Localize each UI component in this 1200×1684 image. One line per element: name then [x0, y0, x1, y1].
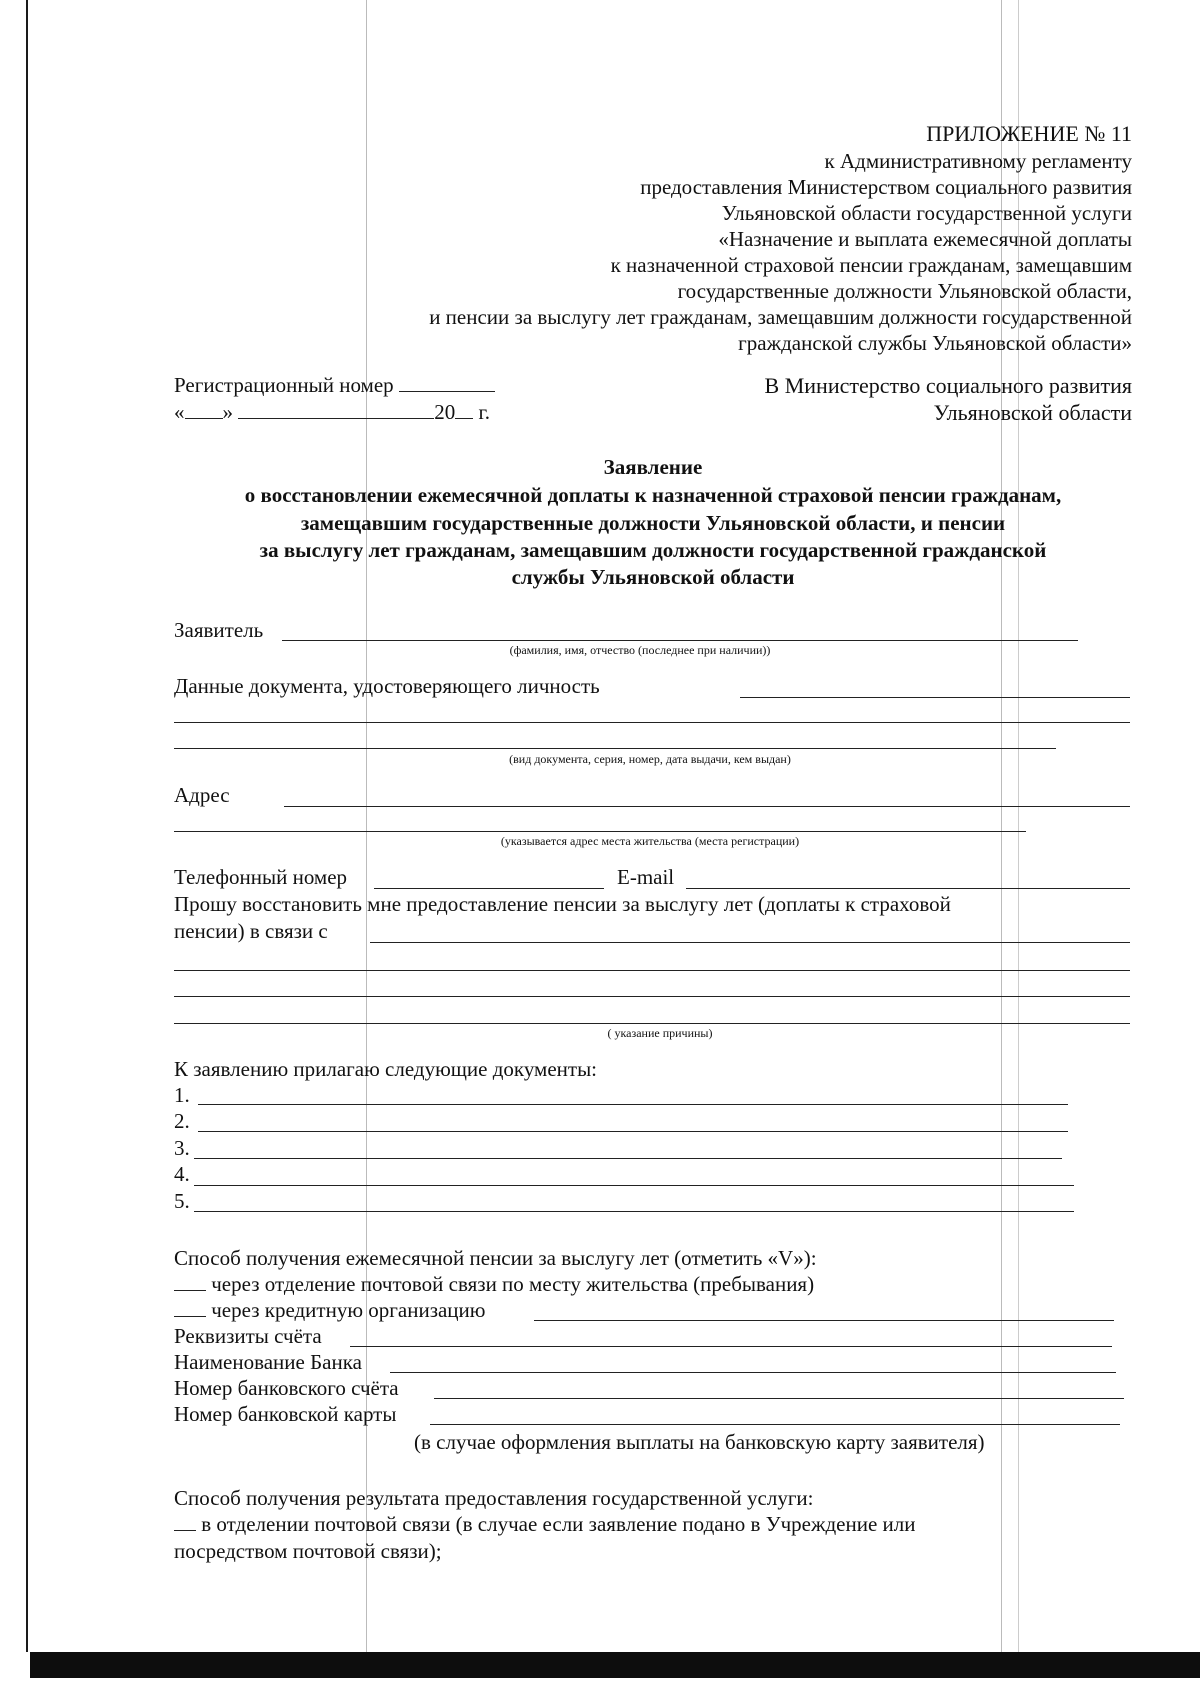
id-document-field-1[interactable]: [740, 697, 1130, 698]
registration-date: [174, 399, 490, 425]
attachment-item-5: 5.: [174, 1189, 190, 1213]
request-reason-field-3[interactable]: [174, 996, 1130, 997]
payment-option-post-label: через отделение почтовой связи по месту жительства (пребывания): [211, 1272, 815, 1296]
attachment-item-1: 1.: [174, 1083, 190, 1107]
request-reason-field-1[interactable]: [370, 942, 1130, 943]
scan-border-left: [26, 0, 28, 1652]
attachment-item-2: 2.: [174, 1109, 190, 1133]
applicant-field[interactable]: [282, 640, 1078, 641]
appendix-line-6: государственные должности Ульяновской области,: [677, 279, 1132, 303]
date-year-suffix: г.: [478, 400, 490, 424]
request-reason-caption: ( указание причины): [607, 1026, 713, 1040]
account-number-label: Номер банковского счёта: [174, 1376, 399, 1400]
document-subtitle-3: за выслугу лет гражданам, замещавшим должности государственной гражданской: [259, 538, 1047, 562]
account-number-field[interactable]: [434, 1398, 1124, 1399]
attachment-field-5[interactable]: [194, 1211, 1074, 1212]
document-subtitle-2: замещавшим государственные должности Ульяновской области, и пенсии: [300, 511, 1006, 535]
date-month-blank[interactable]: [238, 400, 434, 419]
appendix-line-3: Ульяновской области государственной услуги: [721, 201, 1132, 225]
result-method-label: Способ получения результата предоставления государственной услуги:: [174, 1486, 814, 1510]
card-note: (в случае оформления выплаты на банковскую карту заявителя): [414, 1430, 985, 1454]
id-document-field-3[interactable]: [174, 748, 1056, 749]
bank-organization-field[interactable]: [534, 1320, 1114, 1321]
attachment-field-1[interactable]: [198, 1104, 1068, 1105]
registration-number-blank[interactable]: [399, 373, 495, 392]
address-label: Адрес: [174, 783, 230, 807]
id-document-field-2[interactable]: [174, 722, 1130, 723]
account-details-field[interactable]: [350, 1346, 1112, 1347]
date-quote-open: «: [174, 400, 185, 424]
phone-field[interactable]: [374, 888, 604, 889]
attachment-field-2[interactable]: [198, 1131, 1068, 1132]
request-line-2: пенсии) в связи с: [174, 919, 328, 943]
appendix-line-7: и пенсии за выслугу лет гражданам, замещавшим должности государственной: [429, 305, 1132, 329]
appendix-line-1: к Административному регламенту: [824, 149, 1132, 173]
card-number-label: Номер банковской карты: [174, 1402, 397, 1426]
date-quote-close: »: [222, 400, 233, 424]
email-field[interactable]: [686, 888, 1130, 889]
applicant-caption: (фамилия, имя, отчество (последнее при наличии)): [509, 643, 771, 657]
email-label: E-mail: [617, 865, 675, 889]
addressee-line-1: В Министерство социального развития: [764, 373, 1132, 398]
card-number-field[interactable]: [430, 1424, 1120, 1425]
scan-border-bottom: [30, 1652, 1200, 1678]
attachment-field-3[interactable]: [194, 1158, 1062, 1159]
applicant-label: Заявитель: [174, 618, 264, 642]
addressee-line-2: Ульяновской области: [933, 400, 1132, 425]
payment-option-bank-checkbox[interactable]: [174, 1298, 206, 1317]
appendix-line-5: к назначенной страховой пенсии гражданам, замещавшим: [610, 253, 1132, 277]
registration-number: [174, 372, 495, 398]
address-field-2[interactable]: [174, 831, 1026, 832]
address-caption: (указывается адрес места жительства (места регистрации): [500, 834, 800, 848]
bank-name-label: Наименование Банка: [174, 1350, 362, 1374]
document-subtitle-4: службы Ульяновской области: [511, 565, 795, 589]
request-reason-field-2[interactable]: [174, 970, 1130, 971]
appendix-line-2: предоставления Министерством социального развития: [640, 175, 1132, 199]
address-field-1[interactable]: [284, 806, 1130, 807]
result-option-post-label: в отделении почтовой связи (в случае если заявление подано в Учреждение или: [201, 1512, 916, 1536]
payment-option-post: [174, 1271, 814, 1297]
attachments-label: К заявлению прилагаю следующие документы:: [174, 1057, 598, 1081]
id-document-label: Данные документа, удостоверяющего личность: [174, 674, 600, 698]
bank-name-field[interactable]: [390, 1372, 1116, 1373]
payment-option-bank: [174, 1297, 485, 1323]
result-option-post-checkbox[interactable]: [174, 1512, 196, 1531]
date-year-blank[interactable]: [455, 400, 473, 419]
attachment-item-3: 3.: [174, 1136, 190, 1160]
document-title: Заявление: [603, 455, 703, 479]
result-option-post: [174, 1511, 916, 1537]
result-option-post-line-2: посредством почтовой связи);: [174, 1539, 442, 1563]
attachment-field-4[interactable]: [194, 1185, 1074, 1186]
phone-label: Телефонный номер: [174, 865, 348, 889]
appendix-line-4: «Назначение и выплата ежемесячной доплаты: [718, 227, 1132, 251]
payment-option-bank-label: через кредитную организацию: [211, 1298, 486, 1322]
date-day-blank[interactable]: [185, 400, 223, 419]
payment-method-label: Способ получения ежемесячной пенсии за выслугу лет (отметить «V»):: [174, 1246, 817, 1270]
date-year-prefix: 20: [434, 400, 456, 424]
registration-number-label: Регистрационный номер: [174, 373, 394, 397]
request-reason-field-4[interactable]: [174, 1023, 1130, 1024]
attachment-item-4: 4.: [174, 1162, 190, 1186]
id-document-caption: (вид документа, серия, номер, дата выдачи, кем выдан): [509, 752, 791, 766]
appendix-line-8: гражданской службы Ульяновской области»: [738, 331, 1132, 355]
account-details-label: Реквизиты счёта: [174, 1324, 322, 1348]
appendix-title: ПРИЛОЖЕНИЕ № 11: [926, 121, 1132, 146]
request-line-1: Прошу восстановить мне предоставление пенсии за выслугу лет (доплаты к страховой: [174, 892, 951, 916]
document-subtitle-1: о восстановлении ежемесячной доплаты к назначенной страховой пенсии гражданам,: [244, 483, 1062, 507]
payment-option-post-checkbox[interactable]: [174, 1272, 206, 1291]
